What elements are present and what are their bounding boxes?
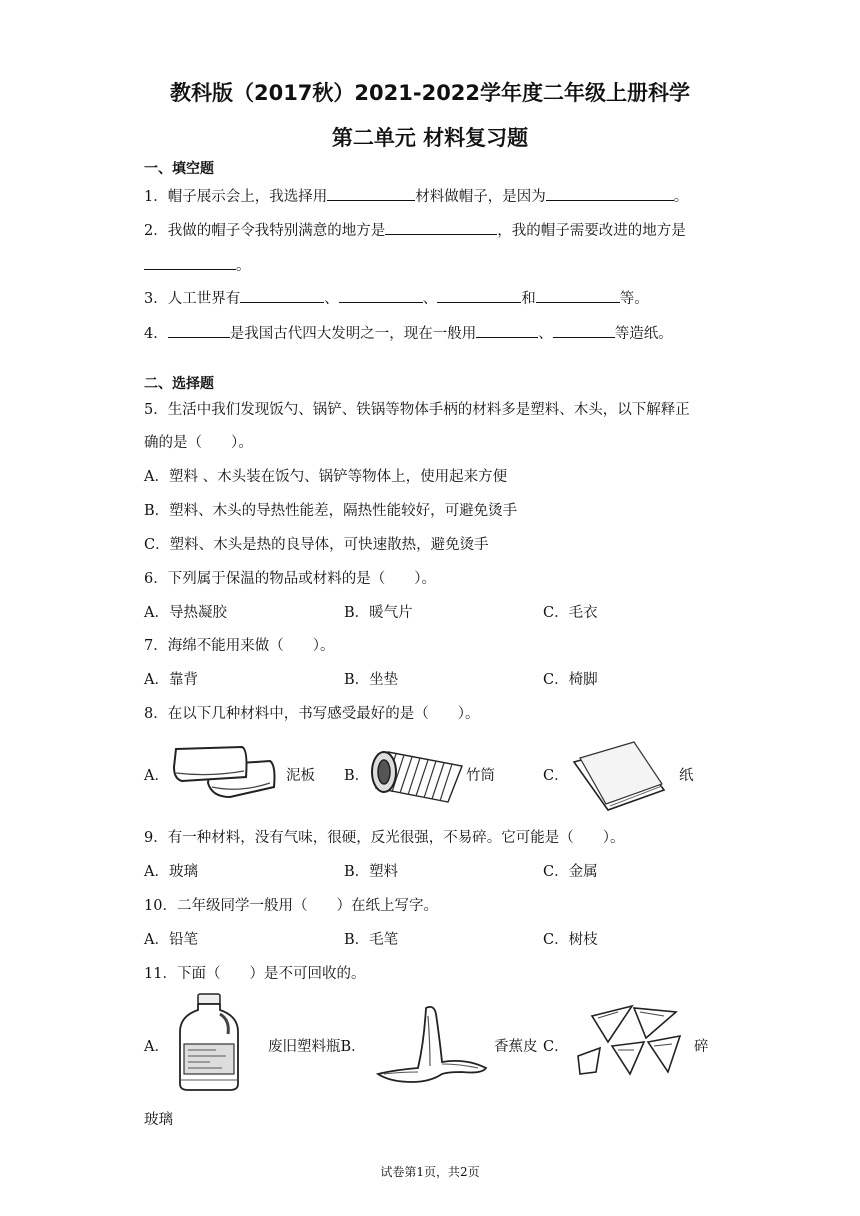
q2-text-a: 我做的帽子令我特别满意的地方是 [167,223,386,239]
q7-option-a[interactable]: A．靠背 [144,672,198,688]
q5-option-b[interactable]: B．塑料、木头的导热性能差，隔热性能较好，可避免烫手 [144,503,518,519]
paper-sheets-icon [570,740,670,812]
q9-option-c[interactable]: C．金属 [543,864,598,880]
q5-option-c[interactable]: C．塑料、木头是热的良导体，可快速散热，避免烫手 [144,537,489,553]
q4-number: 4． [144,326,168,342]
question-4 [144,323,673,343]
q11-option-b-text: 香蕉皮 [494,1039,538,1055]
q7-option-b[interactable]: B．坐垫 [344,672,399,688]
q10-option-a[interactable]: A．铅笔 [144,932,198,948]
q10-option-c[interactable]: C．树枝 [543,932,598,948]
bamboo-slips-icon [368,742,464,806]
q3-blank-1[interactable] [240,288,324,303]
plastic-bottle-icon [176,992,244,1092]
q2-text-b: ，我的帽子需要改进的地方是 [497,223,686,239]
question-1 [144,186,688,206]
q3-end: 等。 [619,291,649,307]
q1-text-b: 材料做帽子，是因为 [415,189,546,205]
q4-blank-1[interactable] [168,323,230,338]
q6-option-a[interactable]: A．导热凝胶 [144,605,227,621]
q3-and: 和 [521,291,536,307]
q3-blank-4[interactable] [536,288,620,303]
section-heading-choice: 二、选择题 [144,376,214,392]
q6-option-b[interactable]: B．暖气片 [344,605,413,621]
q1-number: 1． [144,189,168,205]
clay-slab-icon [170,743,278,801]
q6-option-c[interactable]: C．毛衣 [543,605,598,621]
q2-blank-2[interactable] [144,255,236,270]
q9-stem: 9．有一种材料，没有气味，很硬，反光很强，不易碎。它可能是（ ）。 [144,830,625,846]
q3-number: 3． [144,291,168,307]
q2-text-c: 。 [236,258,251,274]
q10-stem: 10．二年级同学一般用（ ）在纸上写字。 [144,898,438,914]
q3-sep-2: 、 [422,291,438,307]
q1-text-a: 帽子展示会上，我选择用 [167,189,328,205]
section-heading-fill-blank: 一、填空题 [144,161,214,177]
q1-text-c: 。 [673,189,689,205]
q9-option-b[interactable]: B．塑料 [344,864,399,880]
q7-option-c[interactable]: C．椅脚 [543,672,598,688]
q8-option-a-letter[interactable]: A． [144,768,169,784]
q5-stem-line2: 确的是（ ）。 [144,435,253,451]
q7-stem: 7．海绵不能用来做（ ）。 [144,638,335,654]
q8-option-a-text: 泥板 [286,768,315,784]
q11-option-c-text-cont: 玻璃 [144,1112,173,1128]
q2-number: 2． [144,223,168,239]
question-2 [144,220,686,240]
q3-text-a: 人工世界有 [167,291,241,307]
q3-blank-3[interactable] [437,288,521,303]
q4-blank-3[interactable] [553,323,615,338]
q2-blank-1[interactable] [385,220,497,235]
q4-sep: 、 [538,326,553,342]
q5-option-a[interactable]: A．塑料 、木头装在饭勺、锅铲等物体上，使用起来方便 [144,469,508,485]
q11-option-a-letter[interactable]: A． [144,1039,169,1055]
page-title: 教科版（2017秋）2021-2022学年度二年级上册科学 [169,81,691,105]
q9-option-a[interactable]: A．玻璃 [144,864,198,880]
page-subtitle: 第二单元 材料复习题 [331,126,529,150]
q8-option-b-text: 竹筒 [466,768,495,784]
q11-option-c-letter[interactable]: C． [543,1039,569,1055]
page-footer: 试卷第1页，共2页 [380,1165,480,1179]
q1-blank-2[interactable] [546,186,674,201]
broken-glass-icon [572,1002,684,1084]
q8-option-b-letter[interactable]: B． [344,768,370,784]
q8-option-c-text: 纸 [679,768,694,784]
q11-stem: 11．下面（ ）是不可回收的。 [144,966,366,982]
q6-stem: 6．下列属于保温的物品或材料的是（ ）。 [144,571,436,587]
banana-peel-icon [370,1002,490,1086]
q3-sep-1: 、 [324,291,339,307]
q4-end: 等造纸。 [614,326,673,342]
q4-blank-2[interactable] [476,323,538,338]
q11-option-a-text: 废旧塑料瓶B． [268,1039,366,1055]
q3-blank-2[interactable] [339,288,423,303]
question-2-cont [144,255,251,275]
q10-option-b[interactable]: B．毛笔 [344,932,399,948]
q8-stem: 8．在以下几种材料中，书写感受最好的是（ ）。 [144,706,480,722]
question-3 [144,288,649,308]
q1-blank-1[interactable] [327,186,415,201]
q5-stem-line1: 5．生活中我们发现饭勺、锅铲、铁锅等物体手柄的材料多是塑料、木头，以下解释正 [144,402,690,418]
q11-option-c-text: 碎 [694,1039,709,1055]
q8-option-c-letter[interactable]: C． [543,768,569,784]
q4-text-a: 是我国古代四大发明之一，现在一般用 [229,326,477,342]
